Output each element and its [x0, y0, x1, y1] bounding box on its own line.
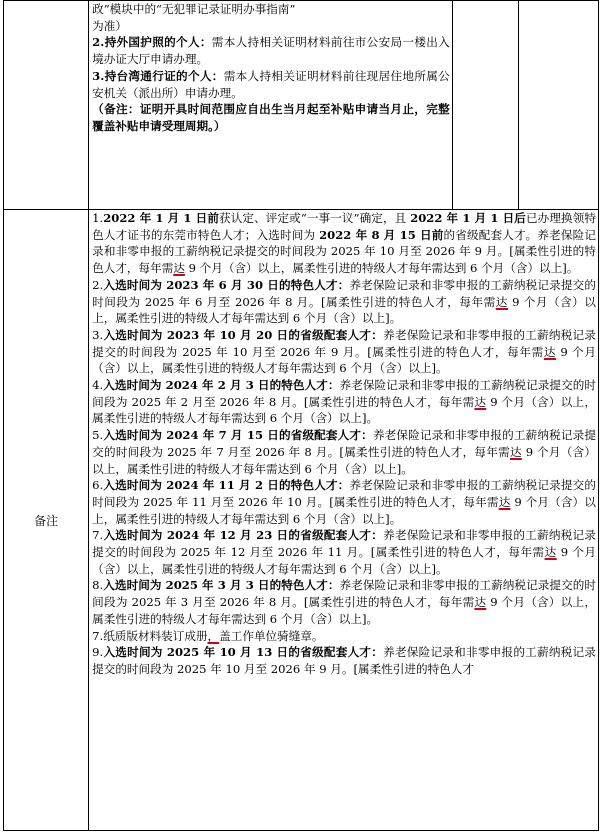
remark-text: 达 [498, 494, 511, 509]
remark-text: 养老保险记录和非零申报的工薪纳税记录提交的时间段为 2025 年 3 月至 2026 年 8 月。[属柔性引进的特色人才，每年需 [92, 578, 596, 610]
remark-text: 达 [509, 444, 522, 459]
remark-item [92, 577, 596, 627]
remark-item [92, 527, 596, 577]
remark-text: 养老保险记录和非零申报的工薪纳税记录提交的时间段为 2025 年 12 月至 2026 年 11 月。[属柔性引进的特色人才，每年需 [92, 528, 596, 560]
top-content-cell [89, 1, 453, 210]
remark-text: 9 个月（含）以上，属柔性引进的特级人才每年需达到 6 个月（含）以上]。 [92, 444, 596, 476]
remark-text: 达 [495, 294, 508, 309]
remark-text: 3. [92, 327, 104, 342]
top-line-1: 政”模块中的“无犯罪记录证明办事指南” [92, 2, 296, 16]
remark-text: 获认定、评定或“一事一议”确定，且 [219, 211, 411, 225]
remark-text: 养老保险记录和非零申报的工薪纳税记录提交的时间段为 2025 年 10 月至 2026 年 9 月。[属柔性引进的特色人才，每年需 [92, 327, 596, 359]
item-text: 需本人持相关证明材料前往市公安局一楼出入境办证大厅申请办理。 [92, 35, 450, 67]
remark-item [92, 427, 596, 477]
remark-heading: 2022 年 1 月 1 日后 [410, 211, 526, 225]
remark-text: 9 个月（含）以上，属柔性引进的特级人才每年需达到 6 个月（含）以上]。 [92, 595, 596, 626]
remark-text: 1. [92, 211, 104, 225]
remarks-cell [89, 210, 599, 831]
remark-text: 9 个月（含）以上，属柔性引进的特级人才每年需达到 6 个月（含）以上]。 [92, 494, 597, 526]
remark-text: 养老保险记录和非零申报的工薪纳税记录提交的时间段为 2025 年 2 月至 2026 年 8 月。[属柔性引进的特色人才，每年需 [92, 378, 596, 409]
taiwan-permit-item [92, 68, 450, 101]
remark-text: 9 个月（含）以上，属柔性引进的特级人才每年需达到 6 个月（含）以上]。 [92, 394, 596, 426]
remark-heading: 2022 年 1 月 1 日前 [103, 211, 220, 225]
remark-item [92, 628, 596, 645]
top-right-cell-2 [518, 1, 598, 210]
top-left-cell [4, 1, 89, 210]
remark-text: 养老保险记录和非零申报的工薪纳税记录提交的时间段为 2025 年 10 月至 2026 年 9 月。[属柔性引进的特色人才 [92, 645, 596, 676]
remark-text: ， [207, 628, 220, 643]
item-lead: 2.持外国护照的个人： [92, 35, 212, 50]
remark-heading: 入选时间为 2024 年 7 月 15 日的省级配套人才： [103, 428, 373, 443]
remark-text: 的省级配套人才。养老保险记录和非零申报的工薪纳税记录提交的时间段为 2025 年 10 月至 2026 年 9 月。[属柔性引进的特色人才，每年需 [92, 227, 596, 276]
remark-text: 9 个月（含）以上，属柔性引进的特级人才每年需达到 6 个月（含）以上]。 [92, 545, 596, 576]
remark-item [92, 327, 596, 377]
remark-text: 7. [92, 528, 104, 543]
remark-heading: 入选时间为 2023 年 6 月 30 日的特色人才： [103, 277, 350, 292]
table-row-remarks [4, 210, 599, 831]
remark-text: 7.纸质版材料装订成册 [92, 628, 208, 643]
item-text: 需本人持相关证明材料前往现居住地所属公安机关（派出所）申请办理。 [92, 68, 450, 100]
remark-text: 达 [474, 394, 487, 409]
remarks-list [89, 210, 598, 678]
certificate-instructions [89, 1, 452, 135]
remark-heading: 入选时间为 2025 年 3 月 3 日的特色人才： [103, 578, 340, 593]
remark-text: 5. [92, 428, 104, 443]
remark-heading: 入选时间为 2023 年 10 月 20 日的省级配套人才： [103, 327, 384, 342]
remark-text: 达 [474, 595, 487, 610]
remark-text: 9 个月（含）以上，属柔性引进的特级人才每年需达到 6 个月（含）以上]。 [92, 344, 596, 376]
remark-item [92, 277, 596, 327]
remark-text: 盖工作单位骑缝章。 [219, 628, 324, 643]
remark-text: 9 个月（含）以上，属柔性引进的特级人才每年需达到 6 个月（含）以上]。 [92, 294, 596, 326]
remark-text: 达 [543, 344, 557, 359]
certificate-note: （备注：证明开具时间范围应自出生当月起至补贴申请当月止，完整覆盖补贴申请受理周期。） [92, 102, 450, 133]
remark-item [92, 210, 596, 277]
remarks-label: 备注 [4, 210, 89, 831]
top-right-cell-1 [452, 1, 518, 210]
remark-text: 养老保险记录和非零申报的工薪纳税记录提交的时间段为 2025 年 7 月至 2026 年 8 月。[属柔性引进的特色人才，每年需 [92, 428, 596, 459]
foreign-passport-item [92, 34, 450, 67]
remark-text: 达 [544, 545, 557, 560]
remark-heading: 入选时间为 2024 年 11 月 2 日的特色人才： [103, 478, 350, 493]
remark-heading: 2022 年 8 月 15 日前 [319, 227, 444, 242]
remark-heading: 入选时间为 2024 年 12 月 23 日的省级配套人才： [103, 528, 384, 543]
remark-item [92, 644, 596, 677]
remark-text: 6. [92, 478, 104, 493]
remark-text: 4. [92, 378, 104, 393]
remark-text: 已办理换领特色人才证书的东莞市特色人才；入选时间为 [92, 211, 596, 242]
remark-text: 9. [92, 645, 104, 660]
remark-heading: 入选时间为 2025 年 10 月 13 日的省级配套人才： [103, 645, 384, 660]
item-lead: 3.持台湾通行证的个人： [92, 68, 224, 83]
requirements-table [3, 0, 599, 831]
remark-item [92, 477, 596, 527]
remark-item [92, 377, 596, 427]
remark-text: 2. [92, 277, 104, 292]
remark-heading: 入选时间为 2024 年 2 月 3 日的特色人才： [103, 378, 340, 393]
remark-text: 养老保险记录和非零申报的工薪纳税记录提交的时间段为 2025 年 11 月至 2026 年 10 月。[属柔性引进的特色人才，每年需 [92, 478, 596, 509]
remark-text: 达 [173, 261, 185, 276]
table-row-top [4, 1, 599, 210]
remark-text: 养老保险记录和非零申报的工薪纳税记录提交的时间段为 2025 年 6 月至 2026 年 8 月。[属柔性引进的特色人才，每年需 [92, 277, 596, 309]
top-line-2: 为准） [92, 18, 127, 33]
remark-text: 8. [92, 578, 104, 593]
remark-text: 9 个月（含）以上，属柔性引进的特级人才每年需达到 6 个月（含）以上]。 [184, 261, 579, 276]
